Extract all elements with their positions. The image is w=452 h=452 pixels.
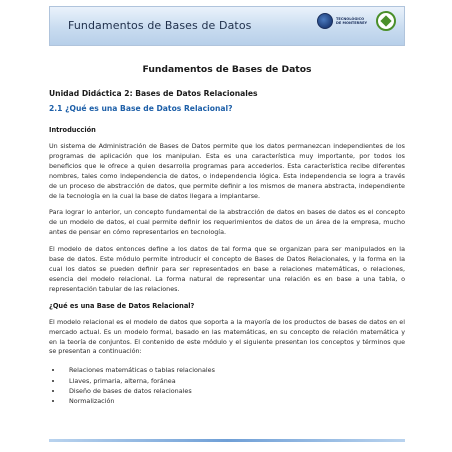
header-banner — [49, 6, 405, 46]
paragraph-2: Para lograr lo anterior, un concepto fundamental de la abstracción de datos en bases de datos es el concepto de un modelo de datos, el cual permite definir los requerimientos de datos de un área de la empresa, mucho antes de pensar en cómo representarlos en tecnología. — [49, 208, 405, 237]
list-item: • Normalización — [63, 396, 405, 406]
footer-divider — [49, 439, 405, 442]
tec-monterrey-logo — [317, 13, 370, 29]
sena-logo-icon — [376, 11, 396, 31]
document-title: Fundamentos de Bases de Datos — [142, 64, 312, 75]
sena-logo-mark — [380, 15, 391, 26]
list-item: • Diseño de bases de datos relacionales — [63, 386, 405, 396]
tec-seal-icon — [317, 13, 333, 29]
paragraph-4: El modelo relacional es el modelo de datos que soporta a la mayoría de los productos de bases de datos en el mercado actual. Es un modelo formal, basado en las matemáticas, en su concepto de relación matemática y en la teoría de conjuntos. El contenido de este módulo y el siguiente presentan los conceptos y términos que se presentan a continuación: — [49, 317, 405, 356]
concept-list — [49, 365, 405, 406]
paragraph-1: Un sistema de Administración de Bases de Datos permite que los datos permanezcan independientes de los programas de aplicación que los manipulan. Esta es una característica muy importante, por todos los beneficios que le ofrece a quien desarrolla programas para accederlos. Esta característica recibe diferentes nombres, tales como independencia de datos, o independencia lógica. Esta independencia se logra a través de un proceso de abstracción de datos, que permite definir a los mismos de manera abstracta, independiente de la tecnología en la cual la base de datos llegara a implantarse. — [49, 142, 405, 200]
section-heading: 2.1 ¿Qué es una Base de Datos Relacional? — [49, 104, 233, 113]
banner-title: Fundamentos de Bases de Datos — [68, 19, 252, 32]
list-item: • Relaciones matemáticas o tablas relacionales — [63, 365, 405, 375]
document-body — [49, 62, 405, 407]
question-heading: ¿Qué es una Base de Datos Relacional? — [49, 301, 195, 310]
unit-heading: Unidad Didáctica 2: Bases de Datos Relacionales — [49, 89, 258, 98]
list-item: • Llaves, primaria, alterna, foránea — [63, 376, 405, 386]
logos — [317, 11, 396, 31]
tec-logo-text: TECNOLÓGICO DE MONTERREY — [336, 17, 367, 25]
intro-heading: Introducción — [49, 126, 96, 134]
paragraph-3: El modelo de datos entonces define a los datos de tal forma que se organizan para ser manipulados en la base de datos. Este módulo permite introducir el concepto de Bases de Datos Relacionales, y la forma en la cual los datos se pueden definir para ser representados en base a relaciones matemáticas, o relaciones, esencia del modelo relacional. La forma natural de representar una relación es en base a una tabla, o representación tabular de las relaciones. — [49, 245, 405, 293]
